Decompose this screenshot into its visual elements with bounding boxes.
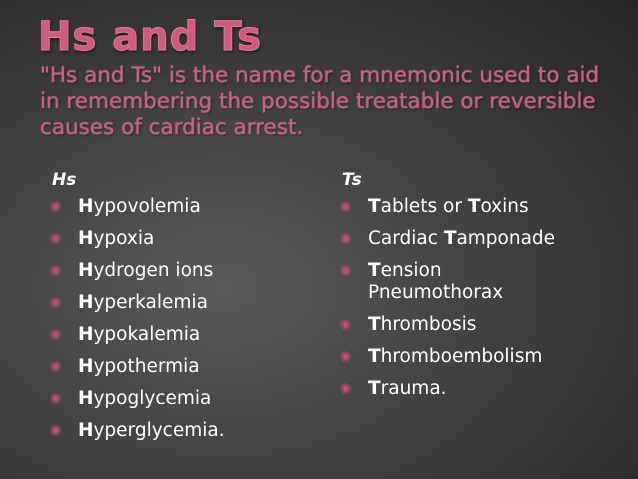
list-item xyxy=(340,378,630,400)
list-item-text: Hypovolemia xyxy=(78,196,201,217)
bullet-icon: ◉ xyxy=(50,231,62,246)
slide-subtitle: "Hs and Ts" is the name for a mnemonic used to aid in remembering the possible treatable or reversible causes of cardiac arrest. xyxy=(40,63,600,140)
list-item xyxy=(50,196,330,218)
bullet-icon: ◉ xyxy=(50,359,62,374)
bullet-icon: ◉ xyxy=(50,391,62,406)
hs-heading: Hs xyxy=(52,170,77,190)
list-item-text: Tension Pneumothorax xyxy=(368,260,504,303)
bullet-icon: ◉ xyxy=(50,295,62,310)
bullet-icon: ◉ xyxy=(340,317,352,332)
bullet-icon: ◉ xyxy=(50,199,62,214)
bullet-icon: ◉ xyxy=(340,263,352,278)
list-item-text: Hypothermia xyxy=(78,356,200,377)
list-item xyxy=(340,260,630,304)
bullet-icon: ◉ xyxy=(340,349,352,364)
list-item xyxy=(340,196,630,218)
hs-list xyxy=(50,196,330,442)
slide-title: Hs and Ts xyxy=(38,14,263,60)
list-item xyxy=(50,292,330,314)
bullet-icon: ◉ xyxy=(340,231,352,246)
list-item-text: Hypoglycemia xyxy=(78,388,212,409)
list-item-text: Hydrogen ions xyxy=(78,260,214,281)
list-item xyxy=(50,356,330,378)
list-item-text: Trauma. xyxy=(368,378,447,399)
list-item xyxy=(50,260,330,282)
list-item xyxy=(50,228,330,250)
list-item xyxy=(50,388,330,410)
list-item-text: Hyperglycemia. xyxy=(78,420,225,441)
list-item-text: Hypoxia xyxy=(78,228,155,249)
list-item-text: Thrombosis xyxy=(368,314,477,335)
ts-heading: Ts xyxy=(342,170,362,190)
list-item xyxy=(50,420,330,442)
list-item-text: Hypokalemia xyxy=(78,324,201,345)
list-item-text: Cardiac Tamponade xyxy=(368,228,556,249)
list-item xyxy=(340,314,630,336)
list-item xyxy=(340,346,630,368)
list-item-text: Thromboembolism xyxy=(368,346,543,367)
hs-column xyxy=(50,170,330,452)
list-item xyxy=(50,324,330,346)
ts-list xyxy=(340,196,630,400)
ts-column xyxy=(340,170,630,410)
bullet-icon: ◉ xyxy=(50,263,62,278)
list-item xyxy=(340,228,630,250)
bullet-icon: ◉ xyxy=(340,381,352,396)
list-item-text: Tablets or Toxins xyxy=(368,196,529,217)
bullet-icon: ◉ xyxy=(50,327,62,342)
bullet-icon: ◉ xyxy=(340,199,352,214)
list-item-text: Hyperkalemia xyxy=(78,292,208,313)
bullet-icon: ◉ xyxy=(50,423,62,438)
